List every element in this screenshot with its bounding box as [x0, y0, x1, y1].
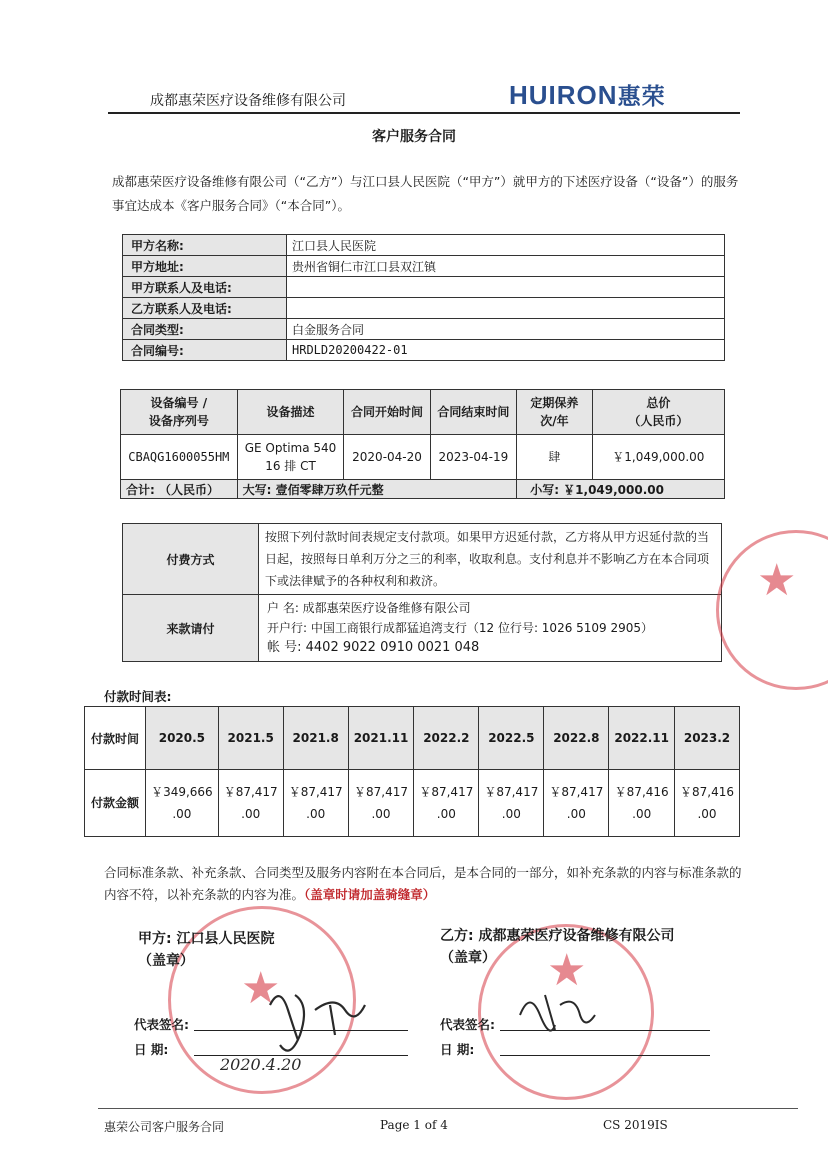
- schedule-amount-main: ￥87,416: [680, 785, 734, 799]
- payment-method-text: 按照下列付款时间表规定支付款项。如果甲方迟延付款，乙方将从甲方迟延付款的当日起，按照每日单利万分之三的利率，收取利息。支付利息并不影响乙方在本合同项下或法律赋予的各种权利和救济。: [259, 524, 722, 595]
- party-info-label: 甲方名称:: [123, 235, 287, 256]
- schedule-date: 2021.11: [348, 707, 414, 770]
- party-info-value: 江口县人民医院: [287, 235, 725, 256]
- schedule-amount: [218, 770, 283, 837]
- equipment-total-row: [121, 480, 725, 499]
- schedule-amount-cents: .00: [501, 807, 521, 821]
- party-b-name: 乙方: 成都惠荣医疗设备维修有限公司: [440, 928, 675, 944]
- table-row: [123, 235, 725, 256]
- equipment-column-header: 合同结束时间: [430, 390, 516, 435]
- account-name: 户 名: 成都惠荣医疗设备维修有限公司: [267, 601, 471, 615]
- equipment-column-header: 合同开始时间: [344, 390, 430, 435]
- handwritten-signature-b: [510, 985, 600, 1040]
- schedule-title: 付款时间表:: [104, 689, 172, 704]
- schedule-amount: [609, 770, 675, 837]
- handwritten-signature-a: [240, 975, 380, 1065]
- clause-text: 合同标准条款、补充条款、合同类型及服务内容附在本合同后，是本合同的一部分，如补充条款的内容与标准条款的内容不符，以补充条款的内容为准。: [104, 865, 742, 902]
- schedule-amount-main: ￥87,417: [288, 785, 343, 799]
- logo-cn: 惠荣: [617, 83, 666, 109]
- equipment-table: [120, 389, 725, 499]
- schedule-date: 2021.5: [218, 707, 283, 770]
- seal-star-icon: ★: [241, 963, 281, 1014]
- header-company-name: 成都惠荣医疗设备维修有限公司: [150, 93, 346, 109]
- schedule-date: 2020.5: [146, 707, 219, 770]
- footer-page-number: Page 1 of 4: [380, 1118, 448, 1132]
- company-logo: [509, 78, 666, 111]
- party-info-label: 甲方联系人及电话:: [123, 277, 287, 298]
- intro-paragraph: 成都惠荣医疗设备维修有限公司（“乙方”）与江口县人民医院（“甲方”）就甲方的下述医疗设备（“设备”）的服务事宜达成本《客户服务合同》（“本合同”）。: [112, 174, 739, 213]
- schedule-amount-cents: .00: [566, 807, 586, 821]
- footer-rule: [98, 1108, 798, 1109]
- schedule-amount-cents: .00: [697, 807, 717, 821]
- schedule-amount-label: 付款金额: [85, 770, 146, 837]
- schedule-amount-main: ￥87,416: [614, 785, 669, 799]
- schedule-amount-main: ￥87,417: [484, 785, 539, 799]
- bank-name: 开户行: 中国工商银行成都猛追湾支行（12 位行号: 1026 5109 2905）: [267, 621, 654, 635]
- payment-schedule-table: [84, 706, 740, 837]
- total-label: 合计: （人民币）: [121, 480, 238, 499]
- schedule-amount-cents: .00: [436, 807, 456, 821]
- total-small: 小写: ￥1,049,000.00: [517, 480, 725, 499]
- party-info-value: HRDLD20200422-01: [287, 340, 725, 361]
- schedule-amount-main: ￥87,417: [223, 785, 278, 799]
- schedule-amount-cents: .00: [371, 807, 391, 821]
- table-row: [123, 340, 725, 361]
- schedule-date: 2022.11: [609, 707, 675, 770]
- riding-seal: [716, 530, 828, 690]
- equipment-cell: 肆: [517, 435, 593, 480]
- schedule-date: 2023.2: [675, 707, 740, 770]
- equipment-column-header: 设备编号 / 设备序列号: [121, 390, 238, 435]
- party-info-table: [122, 234, 725, 361]
- equipment-cell: CBAQG1600055HM: [121, 435, 238, 480]
- schedule-amount-main: ￥349,666: [151, 785, 213, 799]
- schedule-date: 2022.8: [544, 707, 609, 770]
- schedule-amount-cents: .00: [632, 807, 652, 821]
- party-a-name: 甲方: 江口县人民医院: [138, 931, 275, 947]
- clause-paragraph: [104, 862, 744, 906]
- logo-latin: HUIRON: [509, 80, 618, 110]
- party-info-label: 合同编号:: [123, 340, 287, 361]
- party-a-signature-block: [138, 928, 274, 972]
- schedule-amount-cents: .00: [241, 807, 261, 821]
- party-info-label: 乙方联系人及电话:: [123, 298, 287, 319]
- party-info-value: [287, 298, 725, 319]
- schedule-amount-cents: .00: [172, 807, 192, 821]
- schedule-amount: [544, 770, 609, 837]
- schedule-date-row: [85, 707, 740, 770]
- schedule-amount-main: ￥87,417: [354, 785, 409, 799]
- party-info-label: 甲方地址:: [123, 256, 287, 277]
- schedule-amount-row: [85, 770, 740, 837]
- handwritten-date: 2020.4.20: [220, 1055, 302, 1074]
- table-row: [123, 277, 725, 298]
- equipment-header-row: [121, 390, 725, 435]
- schedule-amount: [479, 770, 544, 837]
- seal-star-icon: ★: [547, 945, 587, 996]
- table-row: [123, 256, 725, 277]
- schedule-time-label: 付款时间: [85, 707, 146, 770]
- account-number: 帐 号: 4402 9022 0910 0021 048: [267, 640, 480, 655]
- equipment-cell: 2020-04-20: [344, 435, 430, 480]
- document-title: 客户服务合同: [372, 129, 456, 145]
- party-a-date-label: 日 期:: [134, 1042, 169, 1057]
- equipment-cell: 2023-04-19: [430, 435, 516, 480]
- party-a-rep-label: 代表签名:: [134, 1017, 189, 1032]
- schedule-amount: [283, 770, 348, 837]
- schedule-amount: [146, 770, 219, 837]
- total-words: 大写: 壹佰零肆万玖仟元整: [237, 480, 516, 499]
- table-row: [123, 298, 725, 319]
- header-rule: [108, 112, 740, 114]
- party-b-date-label: 日 期:: [440, 1042, 475, 1057]
- schedule-amount: [675, 770, 740, 837]
- party-b-date-line: [500, 1055, 710, 1056]
- party-info-label: 合同类型:: [123, 319, 287, 340]
- payment-method-label: 付费方式: [123, 524, 259, 595]
- schedule-date: 2022.5: [479, 707, 544, 770]
- equipment-column-header: 设备描述: [237, 390, 344, 435]
- party-info-value: 贵州省铜仁市江口县双江镇: [287, 256, 725, 277]
- equipment-cell: GE Optima 540 16 排 CT: [237, 435, 344, 480]
- schedule-amount-cents: .00: [306, 807, 326, 821]
- schedule-date: 2022.2: [414, 707, 479, 770]
- equipment-cell: ￥1,049,000.00: [592, 435, 724, 480]
- party-b-signature-block: [440, 925, 674, 969]
- payment-table: [122, 523, 722, 662]
- equipment-column-header: 总价 （人民币）: [592, 390, 724, 435]
- party-b-seal-label: （盖章）: [440, 950, 496, 966]
- schedule-amount-main: ￥87,417: [549, 785, 604, 799]
- party-info-value: [287, 277, 725, 298]
- party-info-value: 白金服务合同: [287, 319, 725, 340]
- table-row: [121, 435, 725, 480]
- schedule-amount-main: ￥87,417: [419, 785, 474, 799]
- remit-label: 来款请付: [123, 595, 259, 662]
- footer-doc-name: 惠荣公司客户服务合同: [104, 1120, 225, 1134]
- schedule-amount: [414, 770, 479, 837]
- table-row: [123, 319, 725, 340]
- party-a-seal-label: （盖章）: [138, 953, 194, 969]
- seal-star-icon: ★: [757, 555, 797, 606]
- footer-code: CS 2019IS: [603, 1118, 668, 1132]
- party-b-rep-label: 代表签名:: [440, 1017, 495, 1032]
- schedule-date: 2021.8: [283, 707, 348, 770]
- schedule-amount: [348, 770, 414, 837]
- clause-note: （盖章时请加盖骑缝章）: [304, 887, 436, 902]
- equipment-column-header: 定期保养 次/年: [517, 390, 593, 435]
